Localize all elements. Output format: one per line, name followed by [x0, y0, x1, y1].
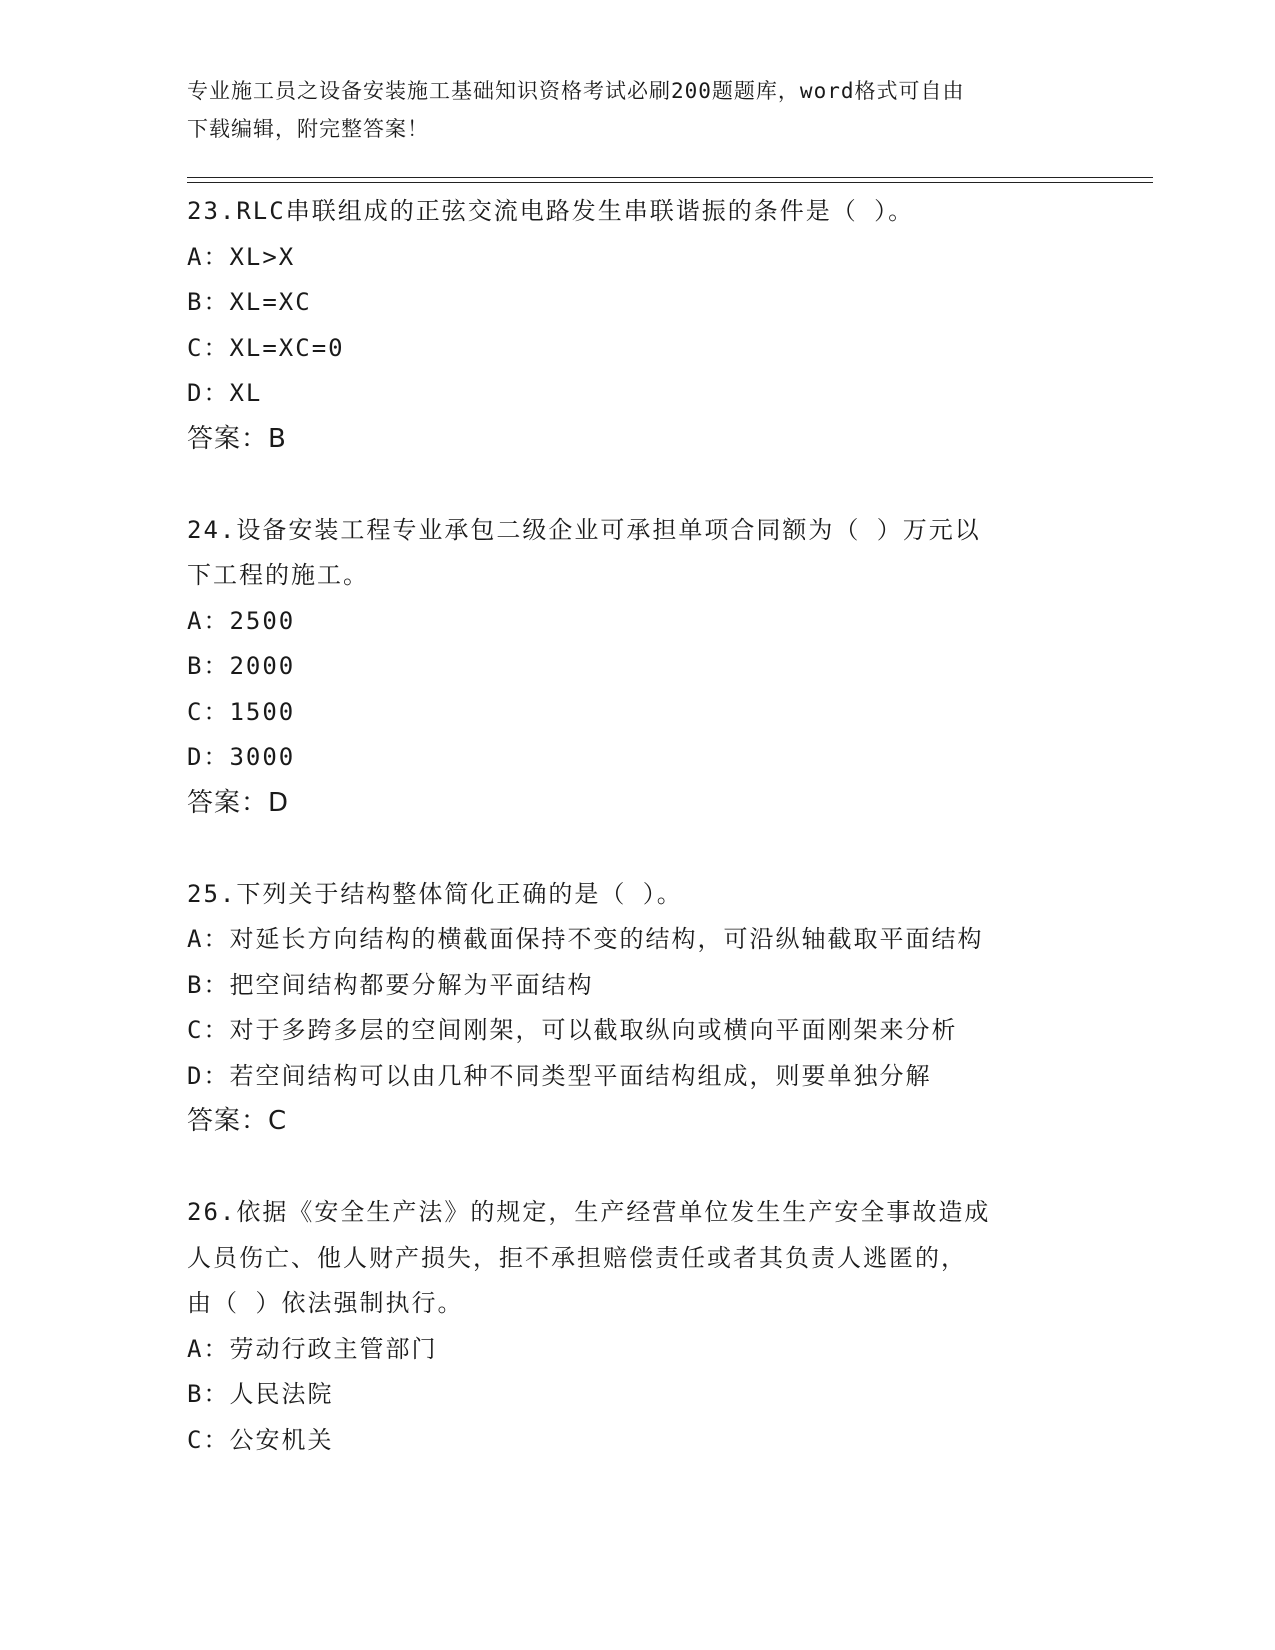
- question-24: [187, 508, 1087, 827]
- question-text: 下工程的施工。: [187, 561, 369, 589]
- header-divider-top: [187, 177, 1153, 178]
- question-26: [187, 1190, 1087, 1463]
- header-line-1: 专业施工员之设备安装施工基础知识资格考试必刷200题题库，word格式可自由: [187, 79, 965, 103]
- question-text: 23.RLC串联组成的正弦交流电路发生串联谐振的条件是（ ）。: [187, 197, 915, 225]
- option-a: A：劳动行政主管部门: [187, 1334, 438, 1363]
- option-b: B：把空间结构都要分解为平面结构: [187, 970, 594, 999]
- option-d: D：若空间结构可以由几种不同类型平面结构组成，则要单独分解: [187, 1061, 932, 1090]
- option-b: B：2000: [187, 652, 296, 680]
- answer: 答案：B: [187, 423, 287, 454]
- question-text: 26.依据《安全生产法》的规定，生产经营单位发生生产安全事故造成: [187, 1198, 991, 1226]
- option-c: C：XL=XC=0: [187, 333, 345, 362]
- question-text: 由（ ）依法强制执行。: [187, 1289, 464, 1317]
- answer: 答案：C: [187, 1106, 288, 1136]
- question-list: [187, 189, 1087, 1463]
- option-a: A：XL>X: [187, 242, 296, 271]
- option-a: A：2500: [187, 606, 296, 635]
- answer: 答案：D: [187, 787, 290, 818]
- question-text: 24.设备安装工程专业承包二级企业可承担单项合同额为（ ）万元以: [187, 515, 981, 544]
- header-line-2: 下载编辑，附完整答案！: [187, 117, 429, 141]
- option-c: C：对于多跨多层的空间刚架，可以截取纵向或横向平面刚架来分析: [187, 1016, 958, 1044]
- question-25: [187, 872, 1087, 1145]
- option-d: D：3000: [187, 743, 296, 771]
- question-text: 人员伤亡、他人财产损失，拒不承担赔偿责任或者其负责人逃匿的，: [187, 1243, 967, 1272]
- spacer: [187, 1145, 1087, 1191]
- option-b: B：XL=XC: [187, 288, 312, 316]
- header-divider-bottom: [187, 182, 1153, 183]
- option-c: C：1500: [187, 697, 296, 726]
- question-23: [187, 189, 1087, 462]
- option-b: B：人民法院: [187, 1380, 334, 1408]
- option-a: A：对延长方向结构的横截面保持不变的结构，可沿纵轴截取平面结构: [187, 925, 984, 953]
- option-d: D：XL: [187, 379, 263, 407]
- question-text: 25.下列关于结构整体简化正确的是（ ）。: [187, 879, 683, 908]
- option-c: C：公安机关: [187, 1425, 334, 1454]
- spacer: [187, 826, 1087, 872]
- document-header: [187, 72, 1067, 148]
- spacer: [187, 462, 1087, 508]
